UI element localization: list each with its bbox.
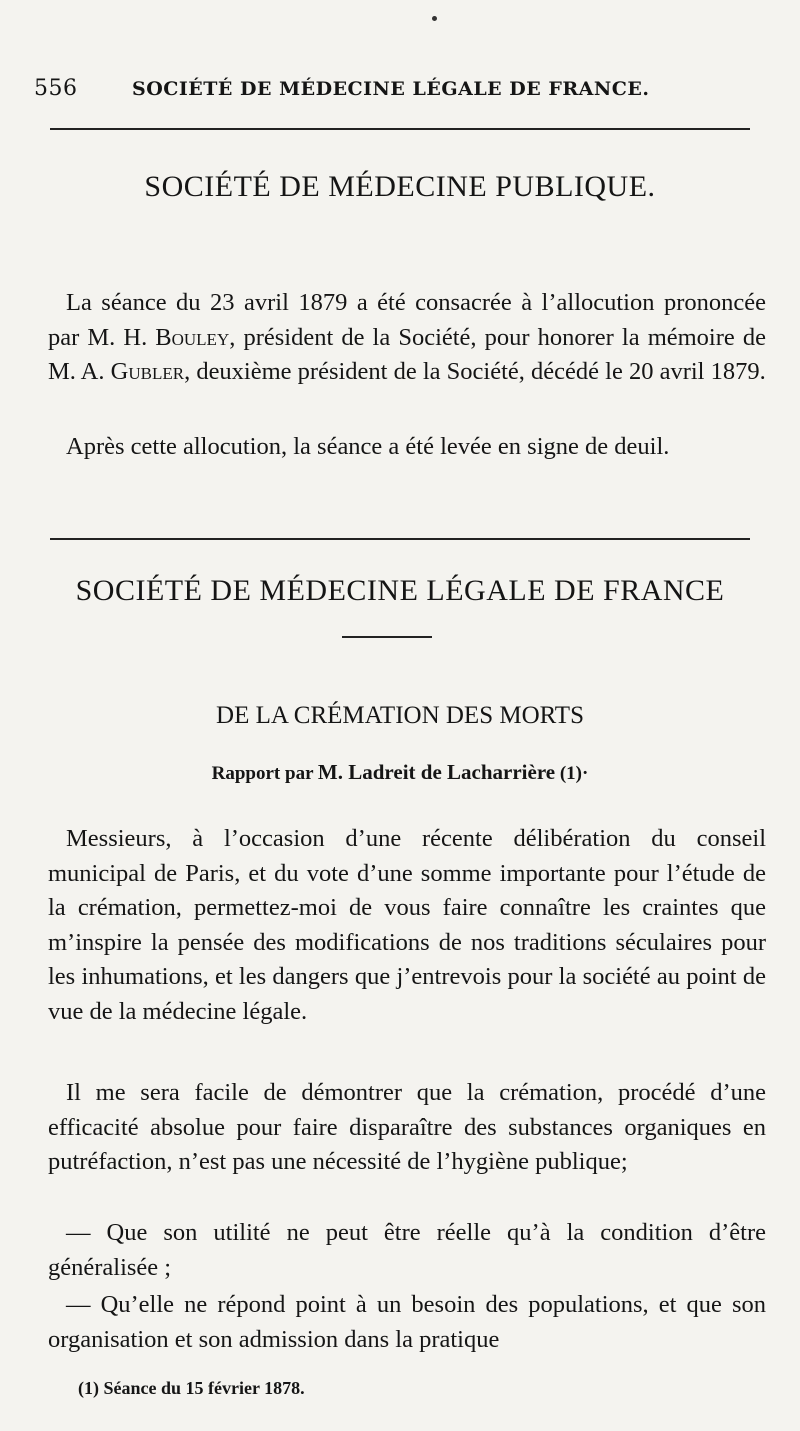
footnote: (1) Séance du 15 février 1878. — [78, 1378, 305, 1398]
paragraph-utilite: — Que son utilité ne peut être réelle qu’à la condition d’être généralisée ; — [48, 1219, 766, 1281]
divider-middle — [50, 538, 750, 540]
name-bouley: Bouley — [155, 323, 230, 351]
byline-author: M. Ladreit de Lacharrière — [317, 760, 556, 784]
divider-top — [50, 128, 750, 130]
byline-prefix: Rapport par — [211, 763, 318, 784]
section-heading-medecine-publique: SOCIÉTÉ DE MÉDECINE PUBLIQUE. — [144, 170, 656, 203]
short-rule — [342, 636, 432, 638]
footnote-ref: (1)· — [555, 763, 589, 784]
paragraph-besoin: — Qu’elle ne répond point à un besoin des populations, et que son organisation et son admission dans la pratique — [48, 1291, 766, 1353]
page-number: 556 — [34, 76, 78, 101]
paragraph-messieurs: Messieurs, à l’occasion d’une récente délibération du conseil municipal de Paris, et du vote d’une somme importante pour l’étude de la crémation, permettez-moi de vous faire connaître les craintes que m’inspire la pensée des modifications de nos traditions séculaires pour les inhumations, et les dangers que j’entrevois pour la société au point de vue de la médecine légale. — [48, 825, 766, 1025]
name-gubler: Gubler — [110, 358, 185, 385]
running-head-title: SOCIÉTÉ DE MÉDECINE LÉGALE DE FRANCE. — [132, 78, 650, 100]
ink-speck — [432, 16, 437, 21]
paragraph-seance — [48, 286, 766, 390]
text-run: , président de la Société, pour honorer la mémoire de M. A. — [48, 323, 766, 385]
article-title: DE LA CRÉMATION DES MORTS — [216, 702, 584, 729]
paragraph-deuil: Après cette allocution, la séance a été levée en signe de deuil. — [66, 433, 670, 460]
running-head — [34, 72, 754, 108]
section-heading-medecine-legale: SOCIÉTÉ DE MÉDECINE LÉGALE DE FRANCE — [75, 574, 725, 607]
article-byline — [40, 760, 760, 785]
text-run: La séance du 23 avril 1879 a été consacrée à l’allocution prononcée par M. H. — [48, 289, 766, 351]
text-run: , deuxième président de la Société, décédé le 20 avril 1879. — [184, 358, 766, 385]
paragraph-demontrer: Il me sera facile de démontrer que la crémation, procédé d’une efficacité absolue pour faire disparaître des substances organiques en putréfaction, n’est pas une nécessité de l’hygiène publique; — [48, 1079, 766, 1175]
